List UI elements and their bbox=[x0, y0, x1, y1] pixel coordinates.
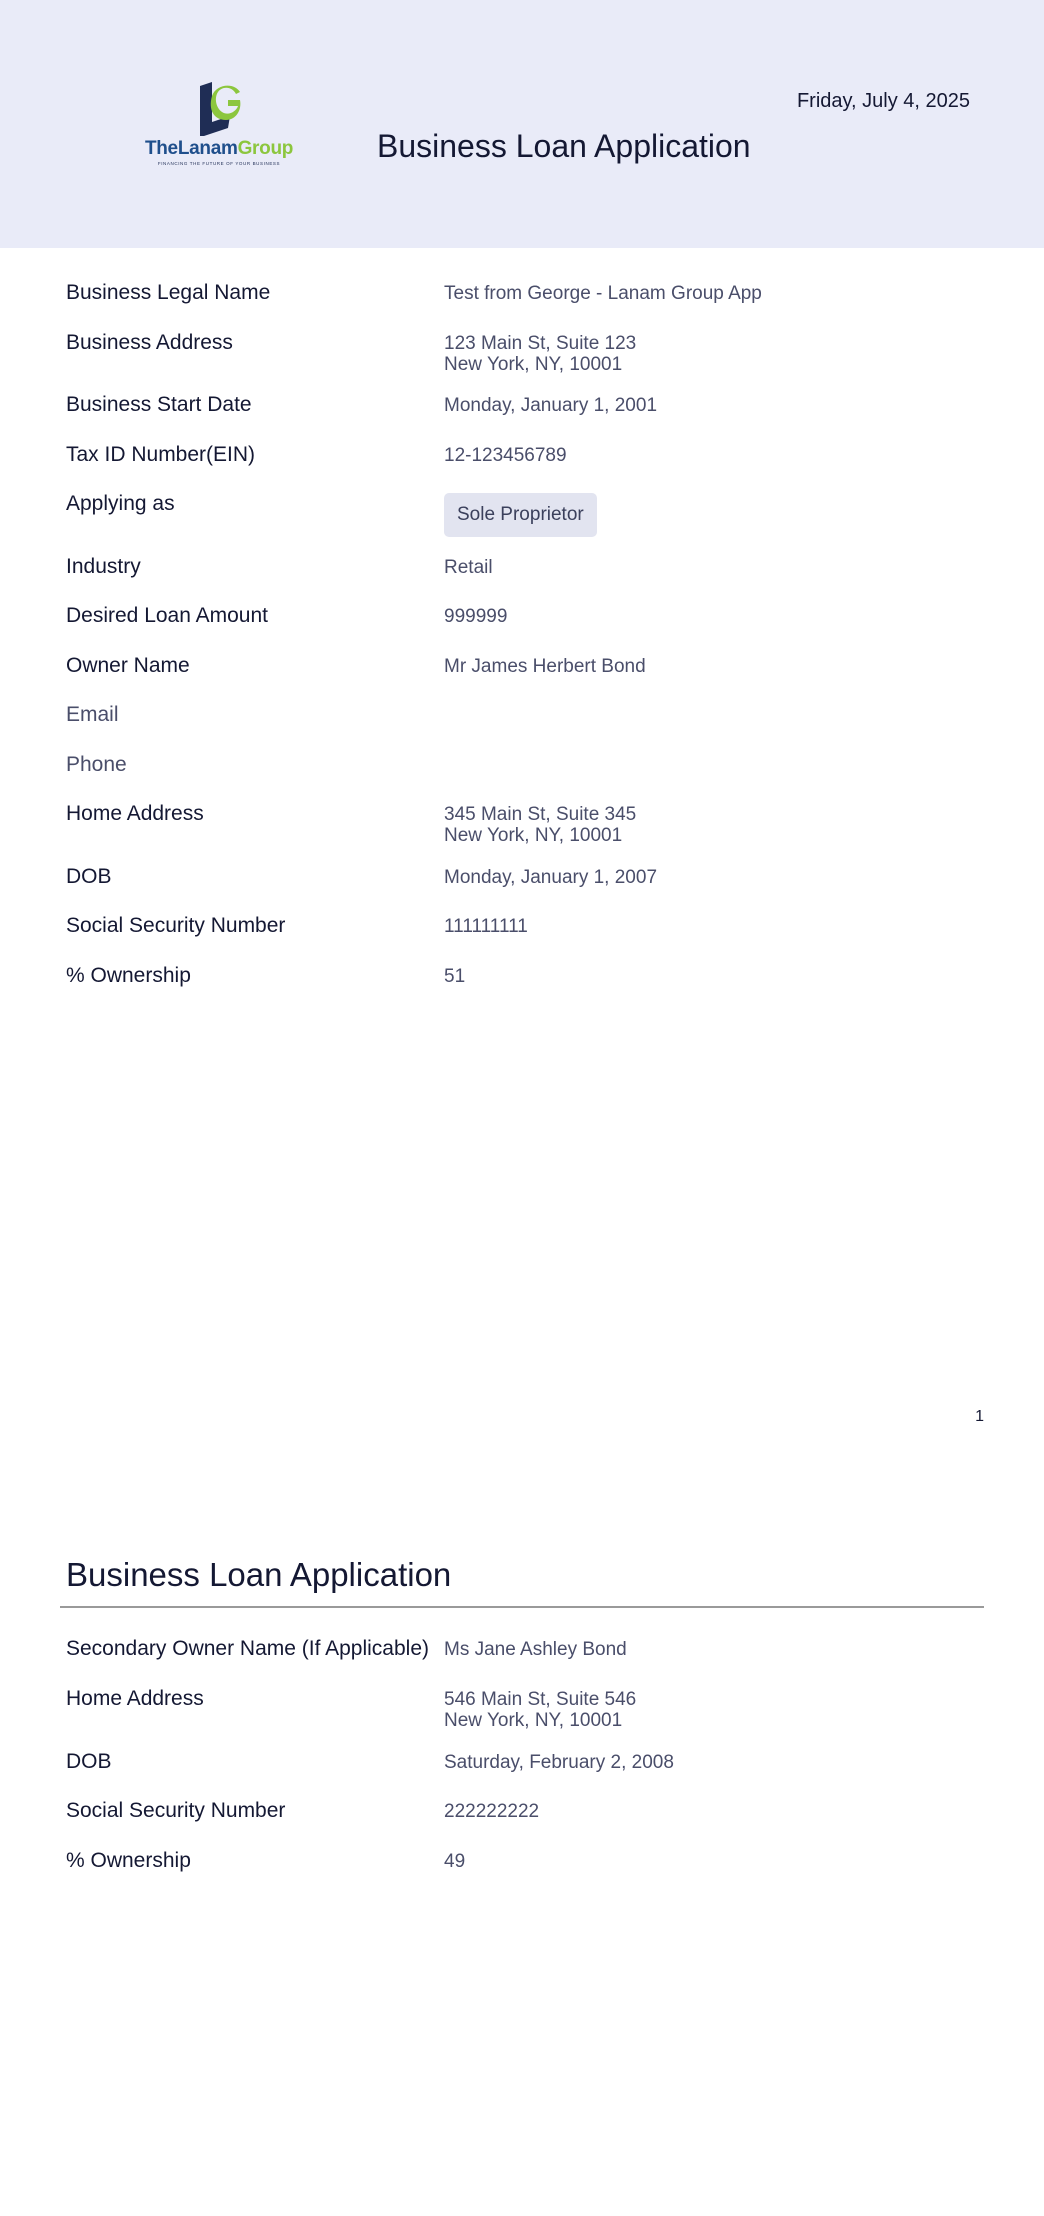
page-title: Business Loan Application bbox=[377, 128, 751, 164]
business-legal-name-value: Test from George - Lanam Group App bbox=[444, 283, 762, 304]
title-divider bbox=[60, 1606, 984, 1608]
secondary-dob-label: DOB bbox=[66, 1750, 112, 1773]
logo-tagline: FINANCING THE FUTURE OF YOUR BUSINESS bbox=[157, 161, 281, 166]
secondary-owner-name-value: Ms Jane Ashley Bond bbox=[444, 1639, 627, 1660]
desired-loan-amount-label: Desired Loan Amount bbox=[66, 604, 268, 627]
owner-name-value: Mr James Herbert Bond bbox=[444, 656, 646, 677]
tax-id-value: 12-123456789 bbox=[444, 445, 567, 466]
business-address-label: Business Address bbox=[66, 331, 233, 354]
secondary-home-address-label: Home Address bbox=[66, 1687, 204, 1710]
home-address-line2: New York, NY, 10001 bbox=[444, 825, 623, 846]
ownership-label: % Ownership bbox=[66, 964, 191, 987]
secondary-ownership-value: 49 bbox=[444, 1851, 466, 1872]
ssn-label: Social Security Number bbox=[66, 914, 286, 937]
application-date: Friday, July 4, 2025 bbox=[796, 90, 970, 112]
home-address-line1: 345 Main St, Suite 345 bbox=[444, 804, 637, 825]
ssn-value: 111111111 bbox=[444, 916, 528, 937]
dob-label: DOB bbox=[66, 865, 112, 888]
business-type-chip: Sole Proprietor bbox=[444, 493, 597, 537]
home-address-label: Home Address bbox=[66, 802, 204, 825]
dob-value: Monday, January 1, 2007 bbox=[444, 867, 658, 888]
secondary-ssn-label: Social Security Number bbox=[66, 1799, 286, 1822]
logo-wordmark-part1: TheLanam bbox=[144, 138, 238, 159]
business-address-line1: 123 Main St, Suite 123 bbox=[444, 333, 637, 354]
owner-name-label: Owner Name bbox=[66, 654, 190, 677]
desired-loan-amount-value: 999999 bbox=[444, 606, 508, 627]
business-address-line2: New York, NY, 10001 bbox=[444, 354, 623, 375]
applying-as-label: Applying as bbox=[66, 492, 175, 515]
lg-monogram-icon bbox=[194, 82, 244, 138]
company-logo bbox=[138, 82, 300, 168]
business-legal-name-label: Business Legal Name bbox=[66, 281, 271, 304]
business-start-date-value: Monday, January 1, 2001 bbox=[444, 395, 658, 416]
email-label: Email bbox=[66, 703, 119, 726]
page2-title: Business Loan Application bbox=[66, 1556, 452, 1593]
tax-id-label: Tax ID Number(EIN) bbox=[66, 443, 256, 466]
logo-wordmark bbox=[138, 138, 300, 160]
secondary-dob-value: Saturday, February 2, 2008 bbox=[444, 1752, 674, 1773]
phone-label: Phone bbox=[66, 753, 127, 776]
secondary-ssn-value: 222222222 bbox=[444, 1801, 540, 1822]
industry-value: Retail bbox=[444, 557, 493, 578]
logo-wordmark-part2: Group bbox=[237, 138, 294, 159]
industry-label: Industry bbox=[66, 555, 141, 578]
page-header bbox=[0, 0, 1044, 248]
secondary-owner-name-label: Secondary Owner Name (If Applicable) bbox=[66, 1637, 429, 1660]
secondary-home-address-line2: New York, NY, 10001 bbox=[444, 1710, 623, 1731]
ownership-value: 51 bbox=[444, 966, 466, 987]
page-number: 1 bbox=[975, 1408, 984, 1425]
secondary-home-address-line1: 546 Main St, Suite 546 bbox=[444, 1689, 637, 1710]
secondary-ownership-label: % Ownership bbox=[66, 1849, 191, 1872]
business-start-date-label: Business Start Date bbox=[66, 393, 252, 416]
